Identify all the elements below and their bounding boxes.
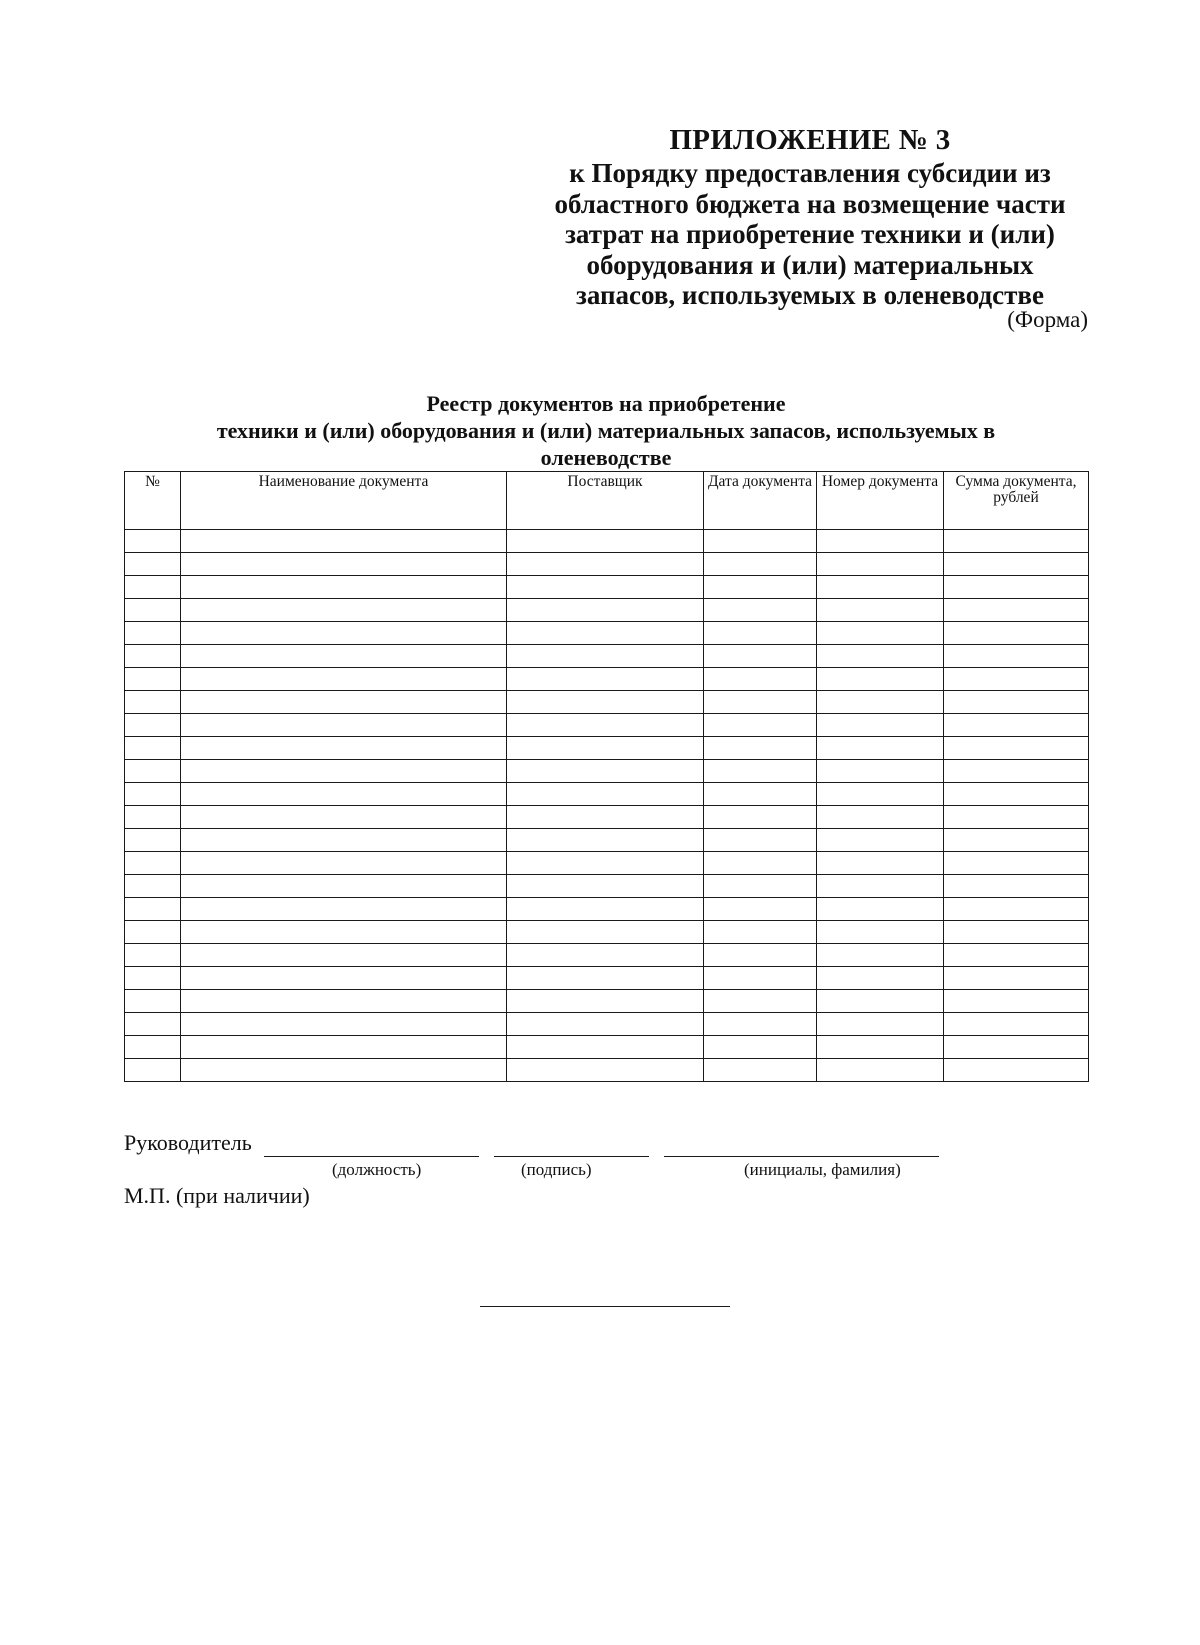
table-cell [181, 783, 507, 806]
table-cell [125, 645, 181, 668]
appendix-header [530, 122, 1090, 311]
table-cell [704, 760, 817, 783]
signature-line [494, 1156, 649, 1157]
column-header-document-date: Дата документа [704, 472, 817, 530]
table-cell [704, 553, 817, 576]
registry-title-line: техники и (или) оборудования и (или) материальных запасов, используемых в [216, 418, 996, 443]
table-cell [507, 783, 704, 806]
table-cell [944, 990, 1089, 1013]
table-cell [704, 737, 817, 760]
table-cell [817, 1059, 944, 1082]
table-cell [817, 898, 944, 921]
table-cell [817, 553, 944, 576]
table-cell [125, 737, 181, 760]
table-cell [944, 852, 1089, 875]
table-cell [944, 668, 1089, 691]
table-cell [181, 737, 507, 760]
table-cell [181, 760, 507, 783]
table-cell [944, 714, 1089, 737]
table-cell [817, 645, 944, 668]
table-cell [181, 944, 507, 967]
table-cell [125, 829, 181, 852]
appendix-line: запасов, используемых в оленеводстве [575, 280, 1044, 310]
table-cell [507, 576, 704, 599]
table-row [125, 944, 1089, 967]
table-cell [125, 760, 181, 783]
registry-title-line: Реестр документов на приобретение [426, 391, 786, 416]
table-cell [704, 806, 817, 829]
table-cell [817, 990, 944, 1013]
table-row [125, 875, 1089, 898]
table-row [125, 691, 1089, 714]
table-cell [817, 622, 944, 645]
table-row [125, 990, 1089, 1013]
table-cell [817, 1013, 944, 1036]
table-cell [704, 668, 817, 691]
table-cell [817, 944, 944, 967]
table-cell [507, 1036, 704, 1059]
table-row [125, 783, 1089, 806]
registry-title [124, 390, 1088, 471]
table-cell [704, 622, 817, 645]
table-cell [704, 898, 817, 921]
table-cell [125, 898, 181, 921]
table-cell [944, 944, 1089, 967]
table-cell [817, 921, 944, 944]
table-cell [817, 714, 944, 737]
table-cell [125, 1059, 181, 1082]
table-row [125, 645, 1089, 668]
table-cell [817, 1036, 944, 1059]
table-cell [125, 668, 181, 691]
table-cell [817, 576, 944, 599]
table-cell [125, 576, 181, 599]
table-cell [181, 1013, 507, 1036]
table-cell [125, 530, 181, 553]
table-cell [125, 783, 181, 806]
table-cell [704, 944, 817, 967]
table-cell [181, 921, 507, 944]
appendix-line: областного бюджета на возмещение части [554, 188, 1066, 219]
table-cell [507, 967, 704, 990]
appendix-title: ПРИЛОЖЕНИЕ № 3 [669, 124, 951, 156]
table-cell [704, 875, 817, 898]
table-row [125, 1036, 1089, 1059]
column-header-document-sum: Сумма документа, рублей [944, 472, 1089, 530]
table-cell [944, 622, 1089, 645]
table-cell [181, 576, 507, 599]
registry-table [124, 471, 1089, 1082]
table-cell [181, 599, 507, 622]
table-cell [507, 944, 704, 967]
table-cell [125, 714, 181, 737]
table-row [125, 806, 1089, 829]
table-header-row [125, 472, 1089, 530]
table-row [125, 622, 1089, 645]
table-cell [181, 967, 507, 990]
table-cell [181, 530, 507, 553]
table-cell [817, 668, 944, 691]
table-row [125, 668, 1089, 691]
table-cell [507, 829, 704, 852]
table-cell [181, 645, 507, 668]
table-cell [181, 990, 507, 1013]
table-cell [125, 875, 181, 898]
table-cell [704, 990, 817, 1013]
table-cell [507, 921, 704, 944]
table-cell [704, 1059, 817, 1082]
name-caption: (инициалы, фамилия) [744, 1160, 901, 1179]
table-cell [507, 622, 704, 645]
form-label: (Форма) [1007, 307, 1088, 332]
table-cell [507, 737, 704, 760]
table-cell [507, 1013, 704, 1036]
table-cell [507, 1059, 704, 1082]
table-cell [817, 875, 944, 898]
table-cell [181, 898, 507, 921]
table-row [125, 553, 1089, 576]
table-cell [944, 829, 1089, 852]
table-row [125, 1059, 1089, 1082]
table-cell [181, 1036, 507, 1059]
table-cell [817, 967, 944, 990]
registry-title-line: оленеводстве [540, 445, 672, 470]
table-cell [704, 783, 817, 806]
table-row [125, 760, 1089, 783]
table-cell [507, 645, 704, 668]
table-cell [181, 852, 507, 875]
table-cell [704, 829, 817, 852]
position-line [264, 1156, 479, 1157]
table-cell [181, 691, 507, 714]
table-cell [704, 714, 817, 737]
table-cell [704, 645, 817, 668]
table-cell [817, 737, 944, 760]
appendix-line: к Порядку предоставления субсидии из [569, 158, 1051, 188]
column-header-document-name: Наименование документа [181, 472, 507, 530]
table-cell [181, 829, 507, 852]
table-cell [181, 875, 507, 898]
table-cell [181, 714, 507, 737]
end-divider [480, 1306, 730, 1307]
table-cell [817, 599, 944, 622]
signature-label: Руководитель [124, 1130, 252, 1155]
table-cell [507, 691, 704, 714]
table-cell [125, 852, 181, 875]
table-cell [181, 1059, 507, 1082]
table-cell [944, 576, 1089, 599]
position-caption: (должность) [332, 1160, 422, 1179]
table-row [125, 714, 1089, 737]
table-row [125, 967, 1089, 990]
table-cell [181, 806, 507, 829]
table-cell [944, 645, 1089, 668]
table-row [125, 530, 1089, 553]
table-cell [507, 898, 704, 921]
table-cell [181, 553, 507, 576]
table-cell [125, 1036, 181, 1059]
table-row [125, 576, 1089, 599]
table-cell [817, 530, 944, 553]
table-cell [507, 806, 704, 829]
table-cell [817, 852, 944, 875]
table-cell [704, 576, 817, 599]
table-cell [125, 1013, 181, 1036]
table-cell [704, 1036, 817, 1059]
table-row [125, 829, 1089, 852]
table-cell [125, 944, 181, 967]
table-cell [507, 553, 704, 576]
table-cell [944, 691, 1089, 714]
table-cell [704, 691, 817, 714]
registry-table-body [125, 530, 1089, 1082]
column-header-number: № [125, 472, 181, 530]
table-cell [817, 760, 944, 783]
table-cell [181, 668, 507, 691]
table-cell [704, 967, 817, 990]
signature-caption: (подпись) [521, 1160, 592, 1179]
table-cell [944, 737, 1089, 760]
table-row [125, 921, 1089, 944]
table-cell [125, 691, 181, 714]
appendix-line: затрат на приобретение техники и (или) [565, 219, 1055, 249]
table-cell [507, 875, 704, 898]
table-cell [817, 806, 944, 829]
table-cell [817, 783, 944, 806]
table-cell [125, 553, 181, 576]
table-cell [944, 921, 1089, 944]
table-cell [704, 1013, 817, 1036]
table-cell [944, 806, 1089, 829]
column-header-supplier: Поставщик [507, 472, 704, 530]
table-row [125, 852, 1089, 875]
table-cell [944, 553, 1089, 576]
column-header-document-number: Номер документа [817, 472, 944, 530]
table-cell [944, 783, 1089, 806]
table-cell [944, 1036, 1089, 1059]
table-cell [944, 760, 1089, 783]
table-cell [125, 622, 181, 645]
table-cell [944, 875, 1089, 898]
table-cell [507, 668, 704, 691]
table-cell [125, 990, 181, 1013]
table-cell [125, 967, 181, 990]
table-cell [817, 691, 944, 714]
table-cell [817, 829, 944, 852]
table-cell [944, 599, 1089, 622]
table-cell [944, 1059, 1089, 1082]
table-cell [507, 852, 704, 875]
table-cell [125, 921, 181, 944]
table-cell [944, 898, 1089, 921]
stamp-note: М.П. (при наличии) [124, 1183, 310, 1208]
table-cell [507, 990, 704, 1013]
table-cell [944, 530, 1089, 553]
appendix-line: оборудования и (или) материальных [586, 249, 1034, 280]
table-cell [704, 921, 817, 944]
table-cell [125, 806, 181, 829]
table-cell [704, 852, 817, 875]
table-cell [944, 1013, 1089, 1036]
table-cell [181, 622, 507, 645]
table-row [125, 737, 1089, 760]
table-cell [704, 530, 817, 553]
table-cell [125, 599, 181, 622]
table-row [125, 898, 1089, 921]
name-line [664, 1156, 939, 1157]
table-cell [507, 714, 704, 737]
table-cell [944, 967, 1089, 990]
table-cell [507, 760, 704, 783]
table-row [125, 1013, 1089, 1036]
table-cell [507, 599, 704, 622]
table-cell [507, 530, 704, 553]
table-row [125, 599, 1089, 622]
table-cell [704, 599, 817, 622]
